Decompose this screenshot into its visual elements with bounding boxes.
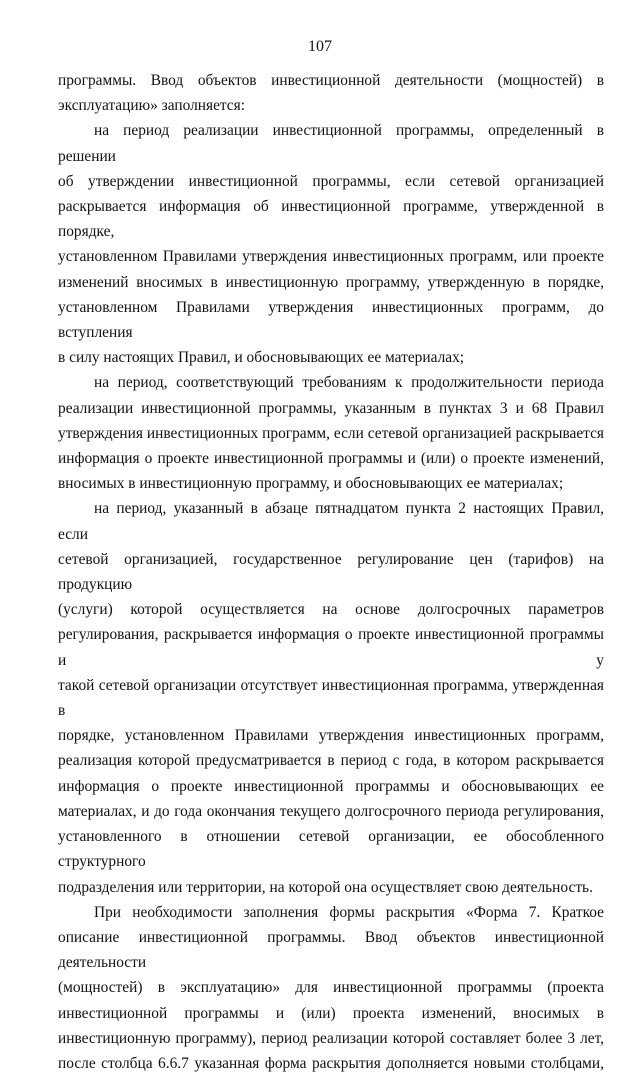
paragraph-text-line: программы. Ввод объектов инвестиционной деятельности (мощностей) в xyxy=(58,72,604,89)
paragraph-text-line: об утверждении инвестиционной программы, если сетевой организацией xyxy=(58,172,604,190)
paragraph-text-line: материалах, и до года окончания текущего долгосрочного периода регулирования, xyxy=(58,802,604,820)
paragraph-text-line: изменений вносимых в инвестиционную программу, утвержденную в порядке, xyxy=(58,273,604,291)
paragraph-text-line: установленном Правилами утверждения инвестиционных программ, до вступления xyxy=(58,298,604,342)
paragraph-text-line: При необходимости заполнения формы раскрытия «Форма 7. Краткое xyxy=(94,903,604,921)
paragraph-text-line: подразделения или территории, на которой она осуществляет свою деятельность. xyxy=(58,878,593,896)
paragraph-text-line: (мощностей) в эксплуатацию» для инвестиционной программы (проекта xyxy=(58,979,604,997)
page-number: 107 xyxy=(308,38,332,55)
paragraph-text-line: в силу настоящих Правил, и обосновывающих ее материалах; xyxy=(58,349,465,367)
paragraph-text-line: установленного в отношении сетевой организации, ее обособленного структурного xyxy=(58,828,604,871)
paragraph-text-line: на период реализации инвестиционной программы, определенный в решении xyxy=(58,122,604,165)
paragraph-text-line: на период, соответствующий требованиям к продолжительности периода xyxy=(94,374,604,392)
paragraph-text-line: описание инвестиционной программы. Ввод объектов инвестиционной деятельности xyxy=(58,928,604,972)
paragraph-text-line: инвестиционной программы и (или) проекта изменений, вносимых в xyxy=(58,1004,604,1022)
paragraph-text-line: эксплуатацию» заполняется: xyxy=(58,97,245,115)
paragraph-text-line: такой сетевой организации отсутствует инвестиционная программа, утвержденная в xyxy=(58,676,604,720)
paragraph-text-line: информация о проекте инвестиционной программы и (или) о проекте изменений, xyxy=(58,450,604,468)
document-body xyxy=(58,68,604,1076)
paragraph-text-line: регулирования, раскрывается информация о проекте инвестиционной программы и у xyxy=(58,626,604,669)
paragraph-text-line: установленном Правилами утверждения инвестиционных программ, или проекте xyxy=(58,248,604,266)
paragraph-text-line: раскрывается информация об инвестиционной программе, утвержденной в порядке, xyxy=(58,198,604,241)
paragraph-text-line: (услуги) которой осуществляется на основе долгосрочных параметров xyxy=(58,601,604,619)
paragraph-text-line: информация о проекте инвестиционной программы и обосновывающих ее xyxy=(58,777,604,795)
paragraph-text-line: порядке, установленном Правилами утверждения инвестиционных программ, xyxy=(58,727,604,745)
paragraph-text-line: сетевой организацией, государственное регулирование цен (тарифов) на продукцию xyxy=(58,550,604,594)
paragraph-text-line: вносимых в инвестиционную программу, и обосновывающих ее материалах; xyxy=(58,475,564,493)
paragraph-text-line: инвестиционную программу), период реализации которой составляет более 3 лет, xyxy=(58,1029,604,1047)
paragraph-text-line: утверждения инвестиционных программ, если сетевой организацией раскрывается xyxy=(58,424,604,442)
paragraph-text-line: реализация которой предусматривается в период с года, в котором раскрывается xyxy=(58,752,604,770)
paragraph-text-line: реализации инвестиционной программы, указанным в пунктах 3 и 68 Правил xyxy=(58,399,604,417)
paragraph-text-line: после столбца 6.6.7 указанная форма раскрытия дополняется новыми столбцами, xyxy=(58,1054,604,1072)
paragraph-text-line: на период, указанный в абзаце пятнадцатом пункта 2 настоящих Правил, если xyxy=(58,500,604,543)
